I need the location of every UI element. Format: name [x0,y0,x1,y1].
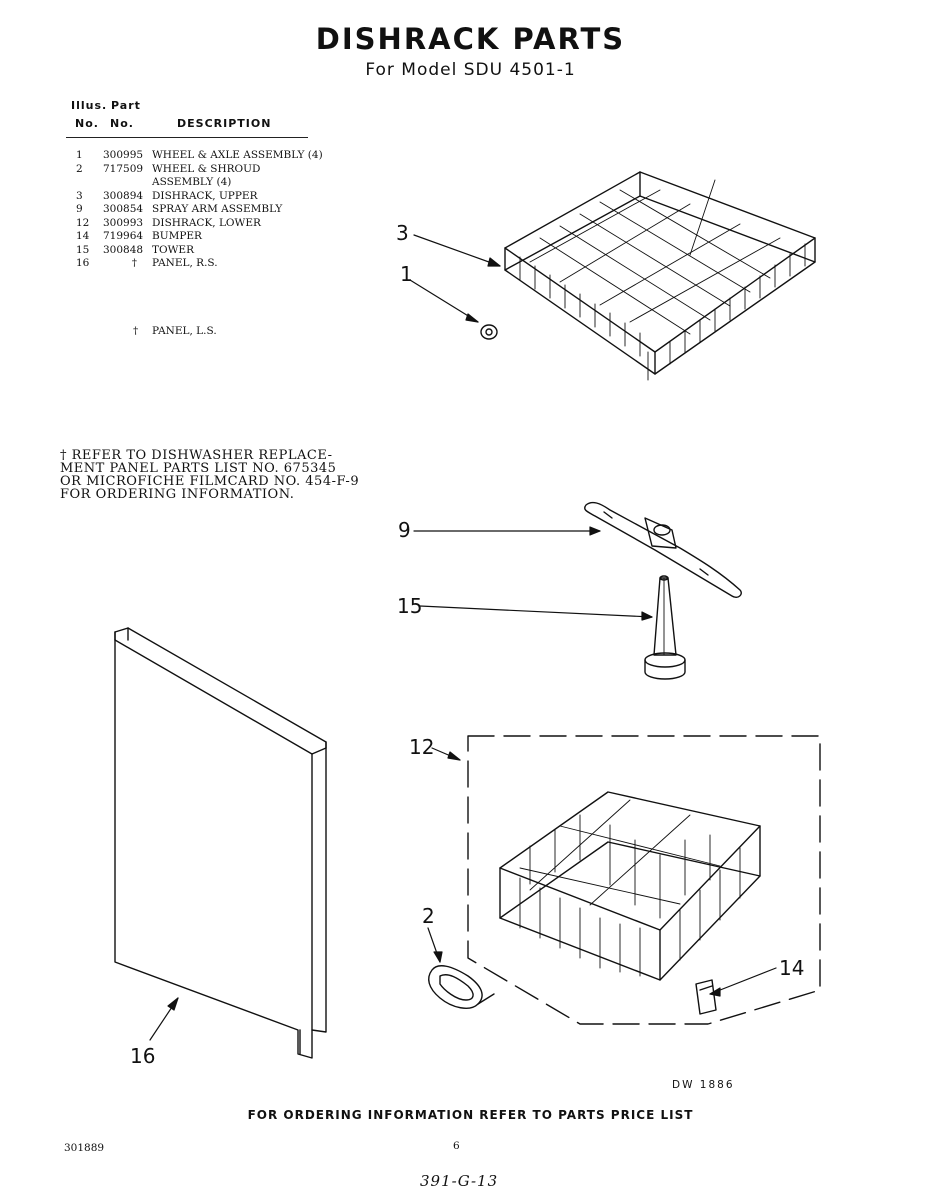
drawing-id: DW 1886 [672,1079,735,1091]
page-title: DISHRACK PARTS [315,22,626,56]
header-illus-no: No. [75,117,99,130]
callout-2: 2 [422,904,435,928]
callout-12: 12 [409,735,435,759]
bumper [696,980,716,1014]
ordering-footer: FOR ORDERING INFORMATION REFER TO PARTS PRICE LIST [247,1108,694,1122]
lower-rack-outline [468,736,820,1024]
callout-14: 14 [779,956,805,980]
note-line: MENT PANEL PARTS LIST NO. 675345 [60,461,337,476]
panel-ls-description: PANEL, L.S. [152,325,217,337]
callout-3: 3 [396,221,409,245]
header-part: Part [111,99,141,112]
panel-ls-dagger: † [133,325,139,337]
callout-9: 9 [398,518,411,542]
page-number: 6 [453,1140,460,1152]
callout-16: 16 [130,1044,156,1068]
note-line: OR MICROFICHE FILMCARD NO. 454-F-9 [60,474,360,489]
lower-dishrack [500,792,760,980]
spray-arm-assembly [585,503,742,598]
note-line: FOR ORDERING INFORMATION. [60,487,295,502]
callout-1: 1 [400,262,413,286]
wheel-axle-assembly [481,325,497,339]
callout-15: 15 [397,594,423,618]
note-line: † REFER TO DISHWASHER REPLACE- [60,448,333,463]
header-illus: Illus. [71,99,108,112]
upper-dishrack [505,172,815,380]
model-subtitle: For Model SDU 4501-1 [365,60,576,80]
side-panel [115,628,326,1058]
header-description: DESCRIPTION [177,117,272,130]
handwritten-note: 391-G-13 [420,1172,499,1190]
wheel-shroud-assembly [429,966,494,1009]
tower [645,576,685,679]
header-part-no: No. [110,117,134,130]
document-number: 301889 [64,1142,105,1154]
